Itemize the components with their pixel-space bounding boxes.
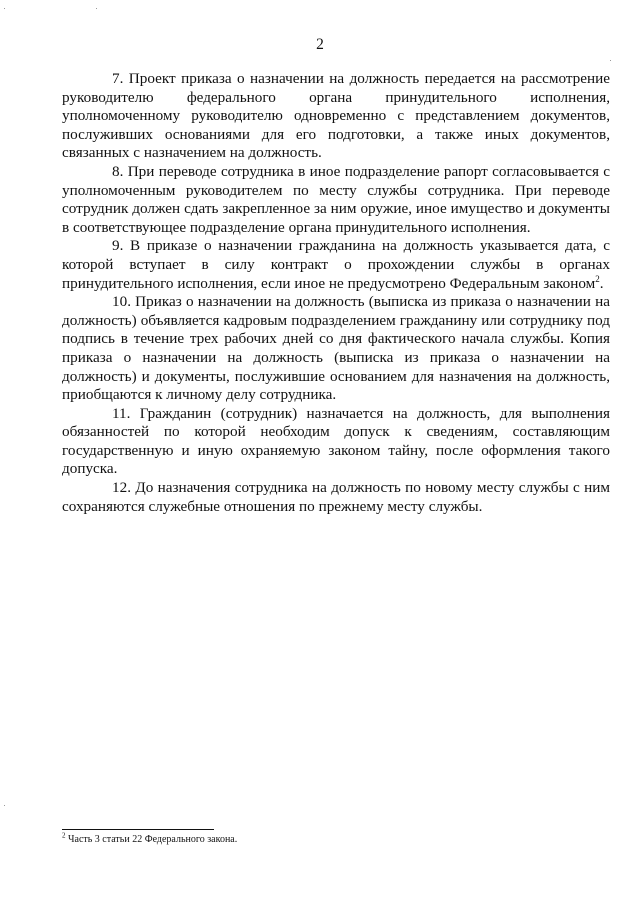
paragraph-9 (62, 237, 610, 293)
paragraph-8: 8. При переводе сотрудника в иное подразделение рапорт согласовывается с уполномоченным руководителем по месту службы сотрудника. При переводе сотрудник должен сдать закрепленное за ним оружие, иное имущество и документы в соответствующее подразделение органа принудительного исполнения. (62, 162, 610, 236)
footnote-reference: 2 (595, 273, 600, 284)
paragraph-7: 7. Проект приказа о назначении на должность передается на рассмотрение руководителю федерального органа принудительного исполнения, уполномоченному руководителю одновременно с представлением документов, послуживших основаниями для его подготовки, а также иных документов, связанных с назначением на должность. (62, 70, 610, 162)
scan-artifact (4, 8, 5, 9)
document-body (62, 70, 610, 516)
page-number: 2 (316, 36, 324, 53)
scan-artifact (96, 8, 97, 9)
footnote (62, 831, 610, 846)
scan-artifact (4, 805, 5, 806)
paragraph-11: 11. Гражданин (сотрудник) назначается на должность, для выполнения обязанностей по которой необходим допуск к сведениям, составляющим государственную и иную охраняемую законом тайну, после оформления такого допуска. (62, 404, 610, 478)
footnote-text: Часть 3 статьи 22 Федерального закона. (68, 834, 238, 845)
paragraph-10: 10. Приказ о назначении на должность (выписка из приказа о назначении на должность) объявляется кадровым подразделением гражданину или сотруднику под подпись в течение трех рабочих дней со дня фактического начала службы. Копия приказа о назначении на должность (выписка из приказа о назначении на должность) и документы, послужившие основанием для назначения на должность, приобщаются к личному делу сотрудника. (62, 293, 610, 404)
paragraph-9-tail: . (599, 274, 604, 292)
paragraph-9-text: 9. В приказе о назначении гражданина на должность указывается дата, с которой вступает в силу контракт о прохождении службы в органах принудительного исполнения, если иное не предусмотрено Федеральным законом (62, 237, 610, 292)
footnote-divider (62, 829, 214, 830)
paragraph-12: 12. До назначения сотрудника на должность по новому месту службы с ним сохраняются служебные отношения по прежнему месту службы. (62, 479, 610, 515)
scan-artifact (610, 60, 611, 61)
footnote-marker: 2 (62, 831, 66, 840)
